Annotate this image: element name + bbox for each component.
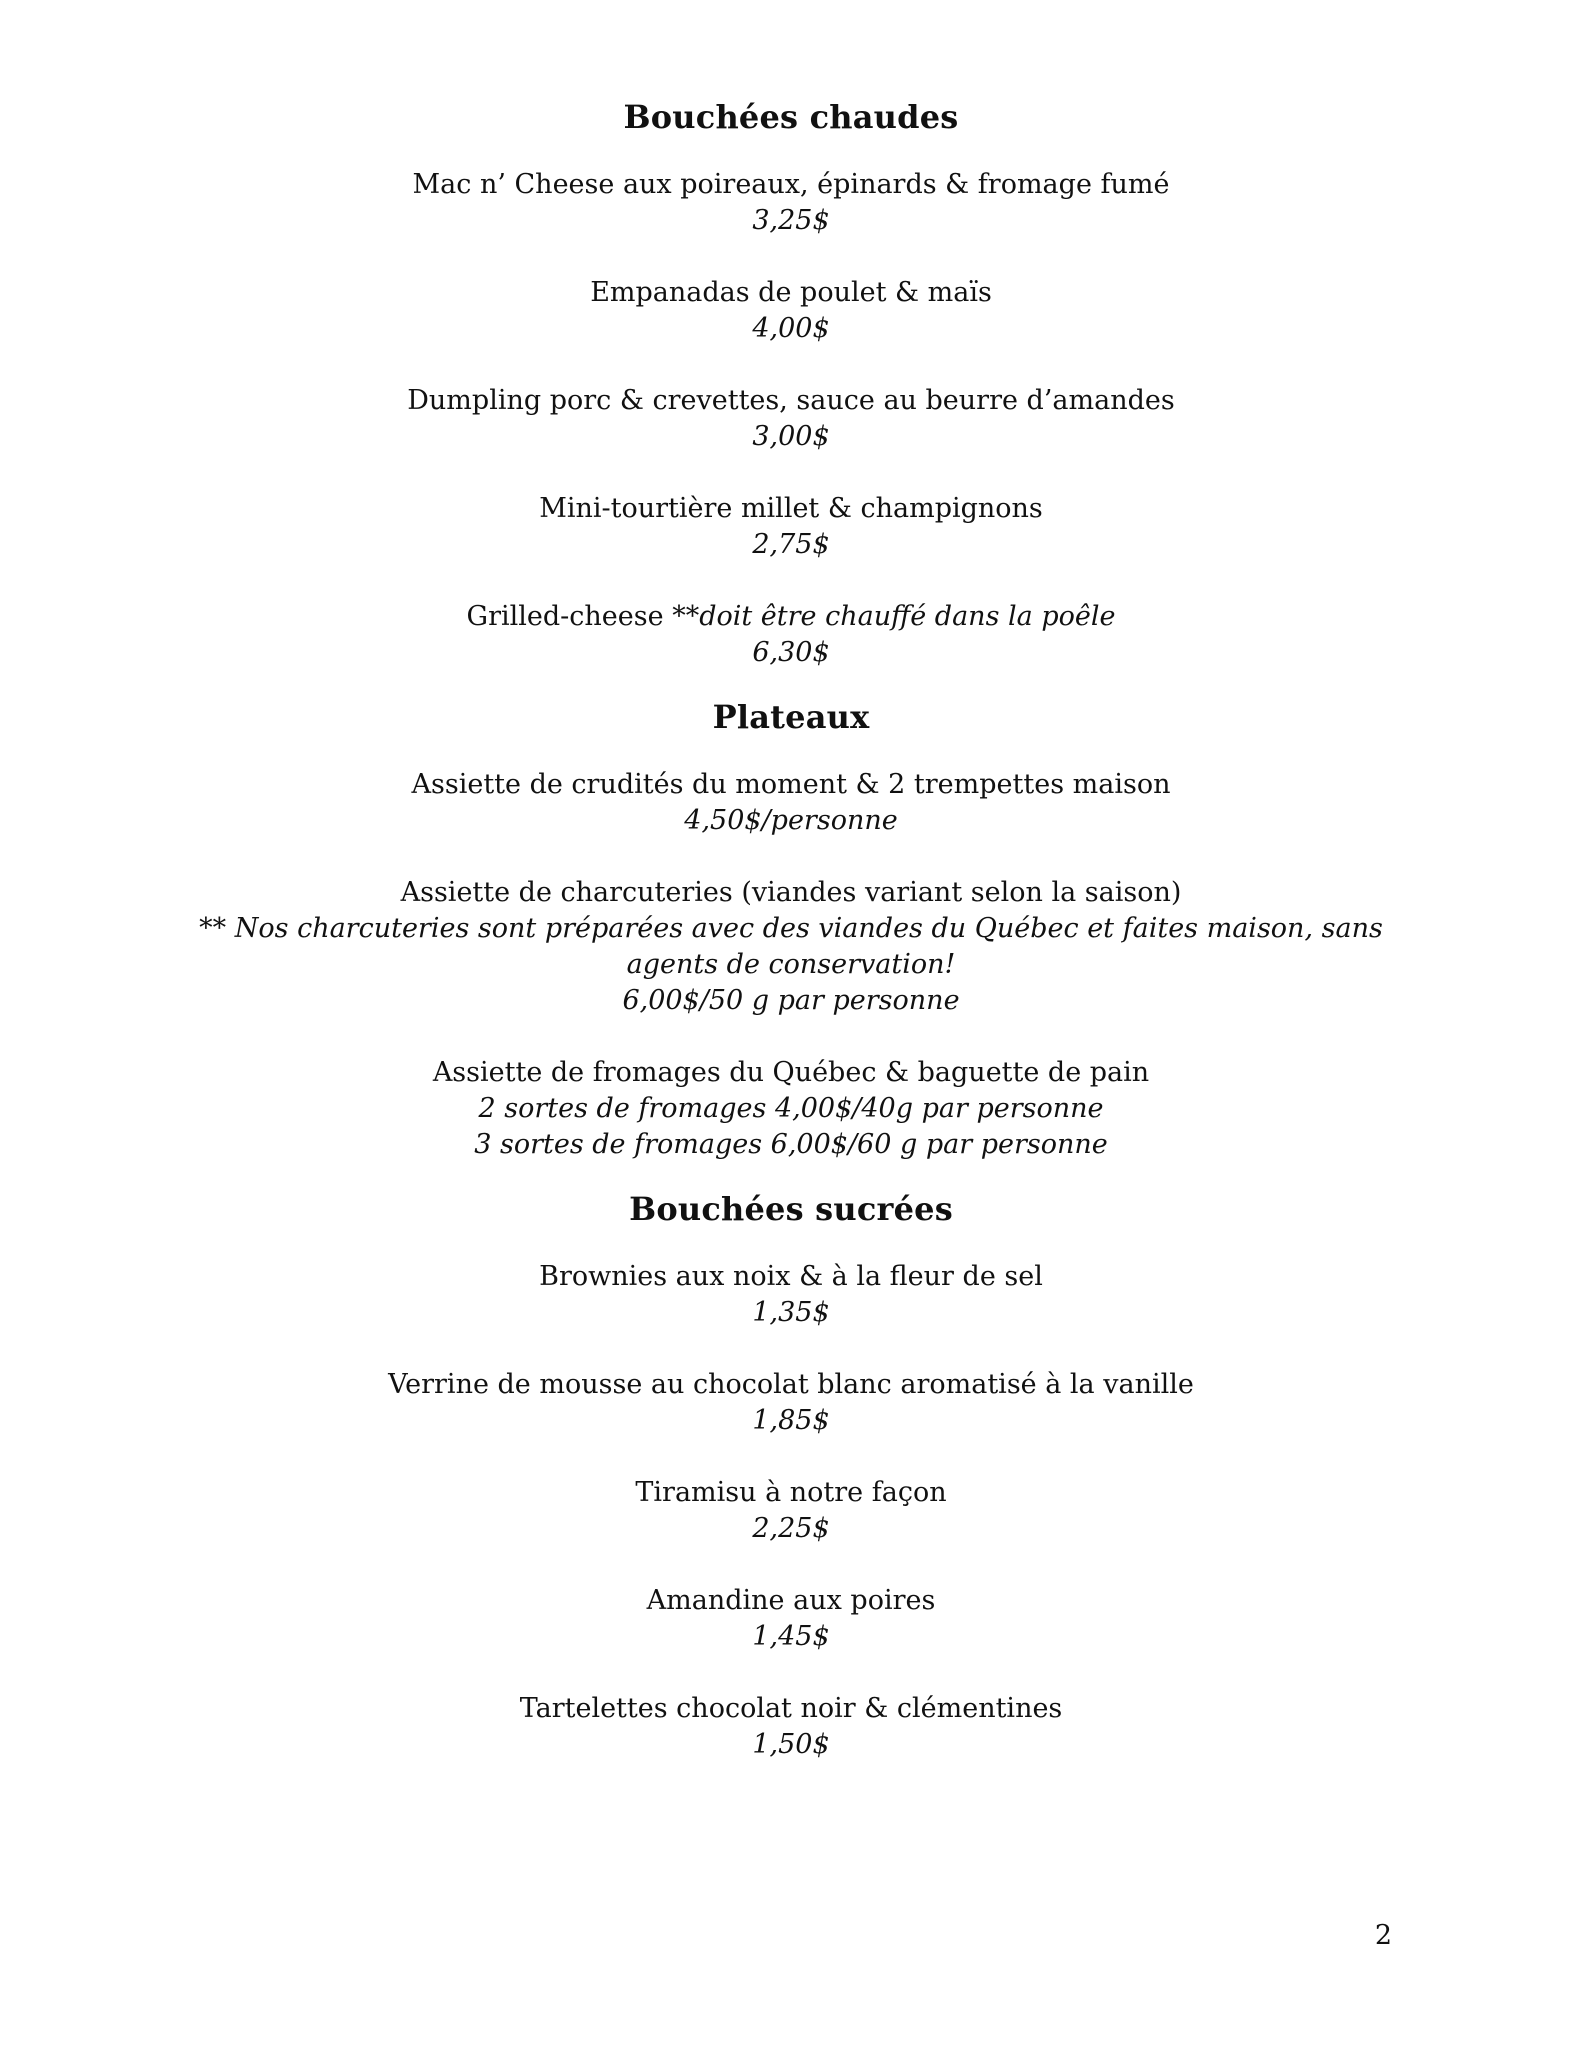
menu-item bbox=[0, 1055, 1582, 1163]
item-price: 1,85$ bbox=[752, 1405, 830, 1436]
section-title: Bouchées sucrées bbox=[629, 1190, 953, 1228]
item-price: 1,45$ bbox=[752, 1621, 830, 1652]
item-price: 1,50$ bbox=[752, 1729, 830, 1760]
item-price: 6,00$/50 g par personne bbox=[622, 985, 960, 1016]
item-name: Mini-tourtière millet & champignons bbox=[539, 493, 1043, 524]
item-name-line bbox=[0, 599, 1582, 635]
item-price: 2,75$ bbox=[752, 529, 830, 560]
item-name: Verrine de mousse au chocolat blanc aromatisé à la vanille bbox=[388, 1369, 1194, 1400]
item-name: Assiette de fromages du Québec & baguette de pain bbox=[432, 1057, 1150, 1088]
item-name: Dumpling porc & crevettes, sauce au beurre d’amandes bbox=[407, 385, 1175, 416]
section-bouchees-sucrees bbox=[0, 1189, 1582, 1763]
menu-item bbox=[0, 275, 1582, 347]
menu-item bbox=[0, 1583, 1582, 1655]
item-price: 3,25$ bbox=[752, 205, 830, 236]
menu-item bbox=[0, 599, 1582, 671]
menu-item bbox=[0, 875, 1582, 1019]
section-title: Bouchées chaudes bbox=[623, 98, 959, 136]
menu-content bbox=[0, 97, 1582, 1789]
item-price: 2,25$ bbox=[752, 1513, 830, 1544]
menu-item bbox=[0, 167, 1582, 239]
item-name: Assiette de charcuteries (viandes variant selon la saison) bbox=[400, 877, 1182, 908]
item-price: 4,50$/personne bbox=[684, 805, 898, 836]
item-name: Mac n’ Cheese aux poireaux, épinards & fromage fumé bbox=[412, 169, 1170, 200]
item-inline-note: **doit être chauffé dans la poêle bbox=[672, 601, 1116, 632]
item-note: ** Nos charcuteries sont préparées avec des viandes du Québec et faites maison, sans agents de conservation! bbox=[199, 913, 1383, 980]
section-bouchees-chaudes bbox=[0, 97, 1582, 671]
item-price: 3,00$ bbox=[752, 421, 830, 452]
item-price: 1,35$ bbox=[752, 1297, 830, 1328]
item-price: 2 sortes de fromages 4,00$/40g par personne bbox=[478, 1093, 1104, 1124]
menu-item bbox=[0, 491, 1582, 563]
menu-item bbox=[0, 1367, 1582, 1439]
section-title: Plateaux bbox=[712, 698, 870, 736]
menu-item bbox=[0, 1475, 1582, 1547]
item-name: Assiette de crudités du moment & 2 trempettes maison bbox=[411, 769, 1171, 800]
item-name: Tartelettes chocolat noir & clémentines bbox=[519, 1693, 1063, 1724]
section-plateaux bbox=[0, 697, 1582, 1163]
item-name: Amandine aux poires bbox=[646, 1585, 936, 1616]
menu-item bbox=[0, 1259, 1582, 1331]
item-name: Brownies aux noix & à la fleur de sel bbox=[539, 1261, 1043, 1292]
item-name: Empanadas de poulet & maïs bbox=[590, 277, 992, 308]
page-number: 2 bbox=[1374, 1920, 1392, 1951]
item-name: Grilled-cheese bbox=[466, 601, 664, 632]
item-price: 6,30$ bbox=[752, 637, 830, 668]
menu-item bbox=[0, 767, 1582, 839]
menu-item bbox=[0, 383, 1582, 455]
item-name: Tiramisu à notre façon bbox=[635, 1477, 947, 1508]
item-price-alt: 3 sortes de fromages 6,00$/60 g par personne bbox=[474, 1129, 1108, 1160]
item-price: 4,00$ bbox=[752, 313, 830, 344]
menu-item bbox=[0, 1691, 1582, 1763]
